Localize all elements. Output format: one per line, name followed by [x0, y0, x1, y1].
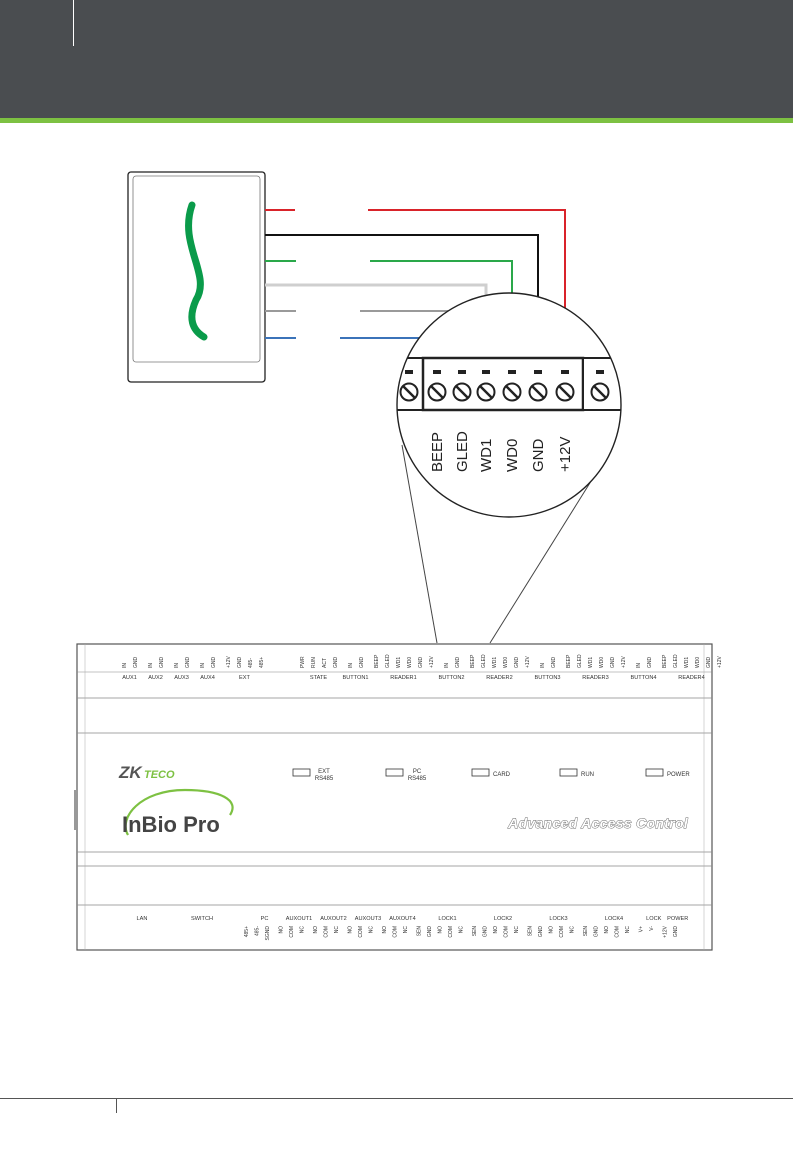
terminal-label: ACT [321, 658, 328, 668]
terminal-label: GND [513, 656, 520, 668]
terminal-group-label: LOCK1 [438, 916, 457, 922]
terminal-label: GND [482, 926, 489, 938]
terminal-label: BEEP [469, 654, 476, 668]
terminal-group-label: AUXOUT3 [354, 916, 382, 922]
product-name: InBio Pro [122, 812, 220, 837]
terminal-slot [458, 370, 466, 374]
terminal-slot [508, 370, 516, 374]
logo-zk: ZK [119, 763, 142, 782]
terminal-label: GLED [480, 654, 487, 668]
terminal-group-label: READER4 [678, 675, 705, 681]
terminal-label: BEEP [661, 654, 668, 668]
terminal-label: IN [539, 663, 546, 668]
terminal-label: NC [624, 926, 631, 934]
terminal-label: GND [236, 656, 243, 668]
terminal-label: GND [132, 656, 139, 668]
terminal-label: NC [368, 926, 375, 934]
terminal-group-label: AUX3 [174, 675, 189, 681]
terminal-label: 485- [254, 926, 261, 937]
terminal-label: IN [173, 663, 180, 668]
terminal-label: NC [458, 926, 465, 934]
status-led-label: POWER [667, 772, 690, 778]
terminal-label: SGND [264, 926, 271, 941]
terminal-label: NO [347, 926, 354, 934]
card-reader [128, 172, 265, 382]
terminal-label: NO [278, 926, 285, 934]
tagline: Advanced Access Control [508, 815, 688, 831]
status-led-label: PC [412, 769, 422, 775]
terminal-label: GND [158, 656, 165, 668]
terminal-label: WD1 [395, 656, 402, 668]
terminal-group-label: AUX1 [122, 675, 137, 681]
terminal-label: WD0 [502, 656, 509, 668]
terminal-label: NC [333, 926, 340, 934]
terminal-label: COM [503, 926, 510, 938]
terminal-label: IN [147, 663, 154, 668]
zoom-terminal-label: GLED [454, 431, 471, 472]
terminal-label: IN [121, 663, 128, 668]
terminal-label: +12V [225, 656, 232, 668]
terminal-label: IN [199, 663, 206, 668]
terminal-label: GND [550, 656, 557, 668]
footer-rule [0, 1098, 793, 1099]
status-led [560, 769, 577, 776]
terminal-label: GND [184, 656, 191, 668]
terminal-group-label: AUX4 [200, 675, 215, 681]
terminal-label: COM [558, 926, 565, 938]
terminal-label: COM [288, 926, 295, 938]
terminal-label: NO [603, 926, 610, 934]
terminal-label: NC [402, 926, 409, 934]
terminal-label: +12V [662, 926, 669, 938]
terminal-label: GND [426, 926, 433, 938]
terminal-group-label: READER2 [486, 675, 513, 681]
terminal-label: +12V [524, 656, 531, 668]
terminal-group-label: LOCK [646, 916, 662, 922]
terminal-label: GND [609, 656, 616, 668]
terminal-label: PWR [299, 656, 306, 668]
terminal-group-label: AUX2 [148, 675, 163, 681]
terminal-label: GLED [384, 654, 391, 668]
terminal-label: 485- [247, 657, 254, 668]
terminal-label: GND [646, 656, 653, 668]
terminal-label: WD1 [587, 656, 594, 668]
terminal-label: COM [392, 926, 399, 938]
terminal-label: GND [210, 656, 217, 668]
terminal-label: BEEP [373, 654, 380, 668]
terminal-group-label: AUXOUT1 [285, 916, 313, 922]
zoom-circle [380, 293, 643, 517]
terminal-label: WD0 [598, 656, 605, 668]
status-led [386, 769, 403, 776]
terminal-group-label: BUTTON3 [534, 675, 561, 681]
terminal-label: NC [513, 926, 520, 934]
terminal-label: GND [672, 926, 679, 938]
terminal-slot [405, 370, 413, 374]
terminal-label: +12V [428, 656, 435, 668]
terminal-label: NO [437, 926, 444, 934]
terminal-label: NO [548, 926, 555, 934]
terminal-label: GND [358, 656, 365, 668]
zoom-terminal-label: GND [530, 438, 547, 472]
terminal-label: GLED [672, 654, 679, 668]
status-led-label: RUN [581, 772, 594, 778]
terminal-label: NC [299, 926, 306, 934]
terminal-label: NC [569, 926, 576, 934]
terminal-label: COM [447, 926, 454, 938]
terminal-group-label: AUXOUT4 [389, 916, 416, 922]
controller-board [74, 644, 723, 950]
terminal-label: WD0 [406, 656, 413, 668]
terminal-label: WD1 [491, 656, 498, 668]
terminal-label: WD0 [694, 656, 701, 668]
terminal-slot [433, 370, 441, 374]
terminal-group-label: BUTTON4 [630, 675, 657, 681]
status-led-label: RS485 [314, 776, 334, 782]
terminal-label: IN [635, 663, 642, 668]
terminal-label: COM [357, 926, 364, 938]
terminal-group-label: LOCK4 [604, 916, 624, 922]
terminal-label: COM [614, 926, 621, 938]
terminal-group-label: STATE [309, 675, 328, 681]
terminal-label: BEEP [565, 654, 572, 668]
terminal-group-label: LAN [136, 916, 148, 922]
terminal-label: IN [347, 663, 354, 668]
status-led [472, 769, 489, 776]
terminal-label: GND [593, 926, 600, 938]
terminal-label: 485+ [243, 926, 250, 938]
terminal-label: NO [492, 926, 499, 934]
terminal-label: V+ [638, 926, 645, 933]
terminal-group-label: BUTTON2 [438, 675, 465, 681]
status-led-label: CARD [493, 772, 511, 778]
zoom-terminal-label: WD1 [478, 438, 495, 472]
terminal-label: GND [537, 926, 544, 938]
terminal-label: SEN [527, 926, 534, 937]
status-led [646, 769, 663, 776]
terminal-label: NO [381, 926, 388, 934]
terminal-label: GND [705, 656, 712, 668]
terminal-group-label: READER3 [582, 675, 609, 681]
terminal-label: IN [443, 663, 450, 668]
terminal-label: SEN [471, 926, 478, 937]
terminal-slot [534, 370, 542, 374]
terminal-label: RUN [310, 657, 317, 668]
terminal-label: SEN [582, 926, 589, 937]
status-led [293, 769, 310, 776]
terminal-group-label: SWITCH [190, 916, 214, 922]
terminal-group-label: AUXOUT2 [320, 916, 347, 922]
terminal-group-label: LOCK3 [549, 916, 568, 922]
terminal-group-label: POWER [667, 916, 689, 922]
terminal-label: +12V [620, 656, 627, 668]
terminal-group-label: PC [260, 916, 269, 922]
terminal-label: SEN [416, 926, 423, 937]
terminal-group-label: LOCK2 [493, 916, 513, 922]
terminal-label: +12V [716, 656, 723, 668]
terminal-label: GND [417, 656, 424, 668]
terminal-label: V- [648, 926, 655, 931]
terminal-label: GND [454, 656, 461, 668]
status-led-label: RS485 [407, 776, 427, 782]
terminal-label: GND [332, 656, 339, 668]
terminal-slot [596, 370, 604, 374]
terminal-slot [561, 370, 569, 374]
terminal-group-label: EXT [239, 675, 250, 681]
zoom-terminal-label: WD0 [504, 438, 521, 472]
terminal-label: 485+ [258, 656, 265, 668]
terminal-label: NO [312, 926, 319, 934]
terminal-label: GLED [576, 654, 583, 668]
terminal-label: COM [323, 926, 330, 938]
logo-teco: TECO [144, 769, 175, 781]
footer-divider [116, 1098, 117, 1113]
terminal-label: WD1 [683, 656, 690, 668]
terminal-group-label: BUTTON1 [342, 675, 369, 681]
terminal-slot [482, 370, 490, 374]
status-led-label: EXT [318, 769, 330, 775]
zoom-terminal-label: BEEP [429, 431, 446, 472]
terminal-group-label: READER1 [390, 675, 417, 681]
zoom-terminal-label: +12V [557, 436, 574, 472]
